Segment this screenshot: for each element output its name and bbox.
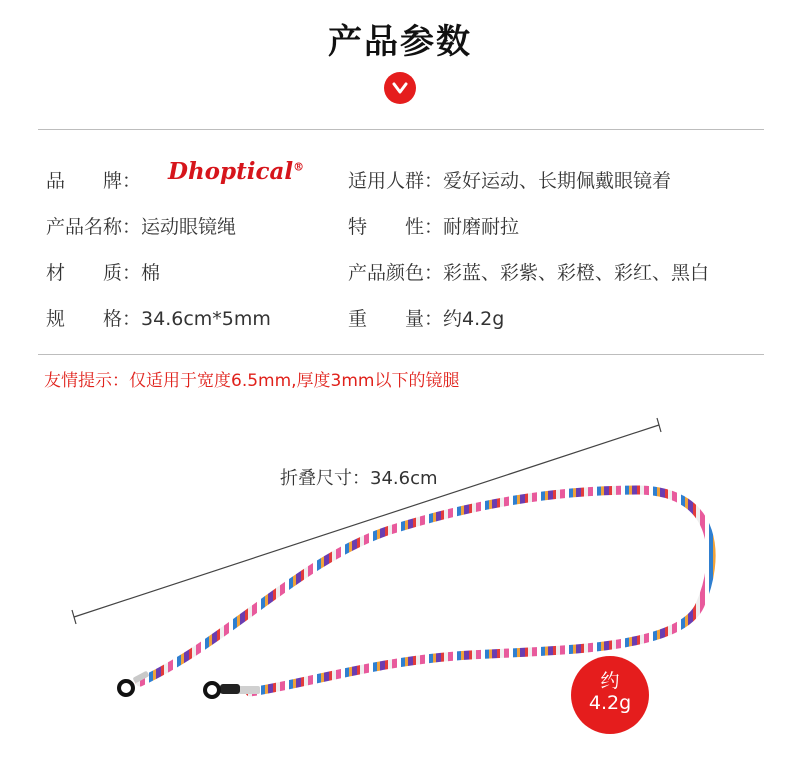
weight-badge-prefix: 约: [600, 670, 620, 692]
spec-material-label: 材 质：: [46, 262, 142, 284]
fold-size-label: 折叠尺寸：34.6cm: [280, 468, 438, 489]
measure-line: [72, 418, 661, 624]
weight-badge: [571, 656, 649, 734]
spec-color-value: 彩蓝、彩紫、彩橙、彩红、黑白: [443, 262, 710, 284]
spec-weight-value: 约4.2g: [443, 308, 505, 330]
spec-feature-value: 耐磨耐拉: [443, 216, 520, 238]
spec-name-label: 产品名称：: [46, 216, 142, 238]
brand-logo-text: Dhoptical: [168, 158, 294, 185]
spec-material-value: 棉: [141, 262, 161, 284]
spec-brand-label: 品 牌：: [46, 170, 142, 192]
spec-weight-label: 重 量：: [348, 308, 444, 330]
page-title: 产品参数: [328, 22, 472, 62]
spec-name-value: 运动眼镜绳: [141, 216, 237, 238]
spec-size-value: 34.6cm*5mm: [141, 308, 271, 330]
weight-badge-value: 4.2g: [588, 692, 632, 714]
spec-audience-label: 适用人群：: [348, 170, 444, 192]
spec-size-label: 规 格：: [46, 308, 142, 330]
spec-color-label: 产品颜色：: [348, 262, 444, 284]
brand-logo: Dhoptical®: [168, 158, 305, 185]
spec-feature-label: 特 性：: [348, 216, 444, 238]
tip-note: 友情提示：仅适用于宽度6.5mm,厚度3mm以下的镜腿: [44, 371, 460, 391]
spec-audience-value: 爱好运动、长期佩戴眼镜着: [443, 170, 672, 192]
